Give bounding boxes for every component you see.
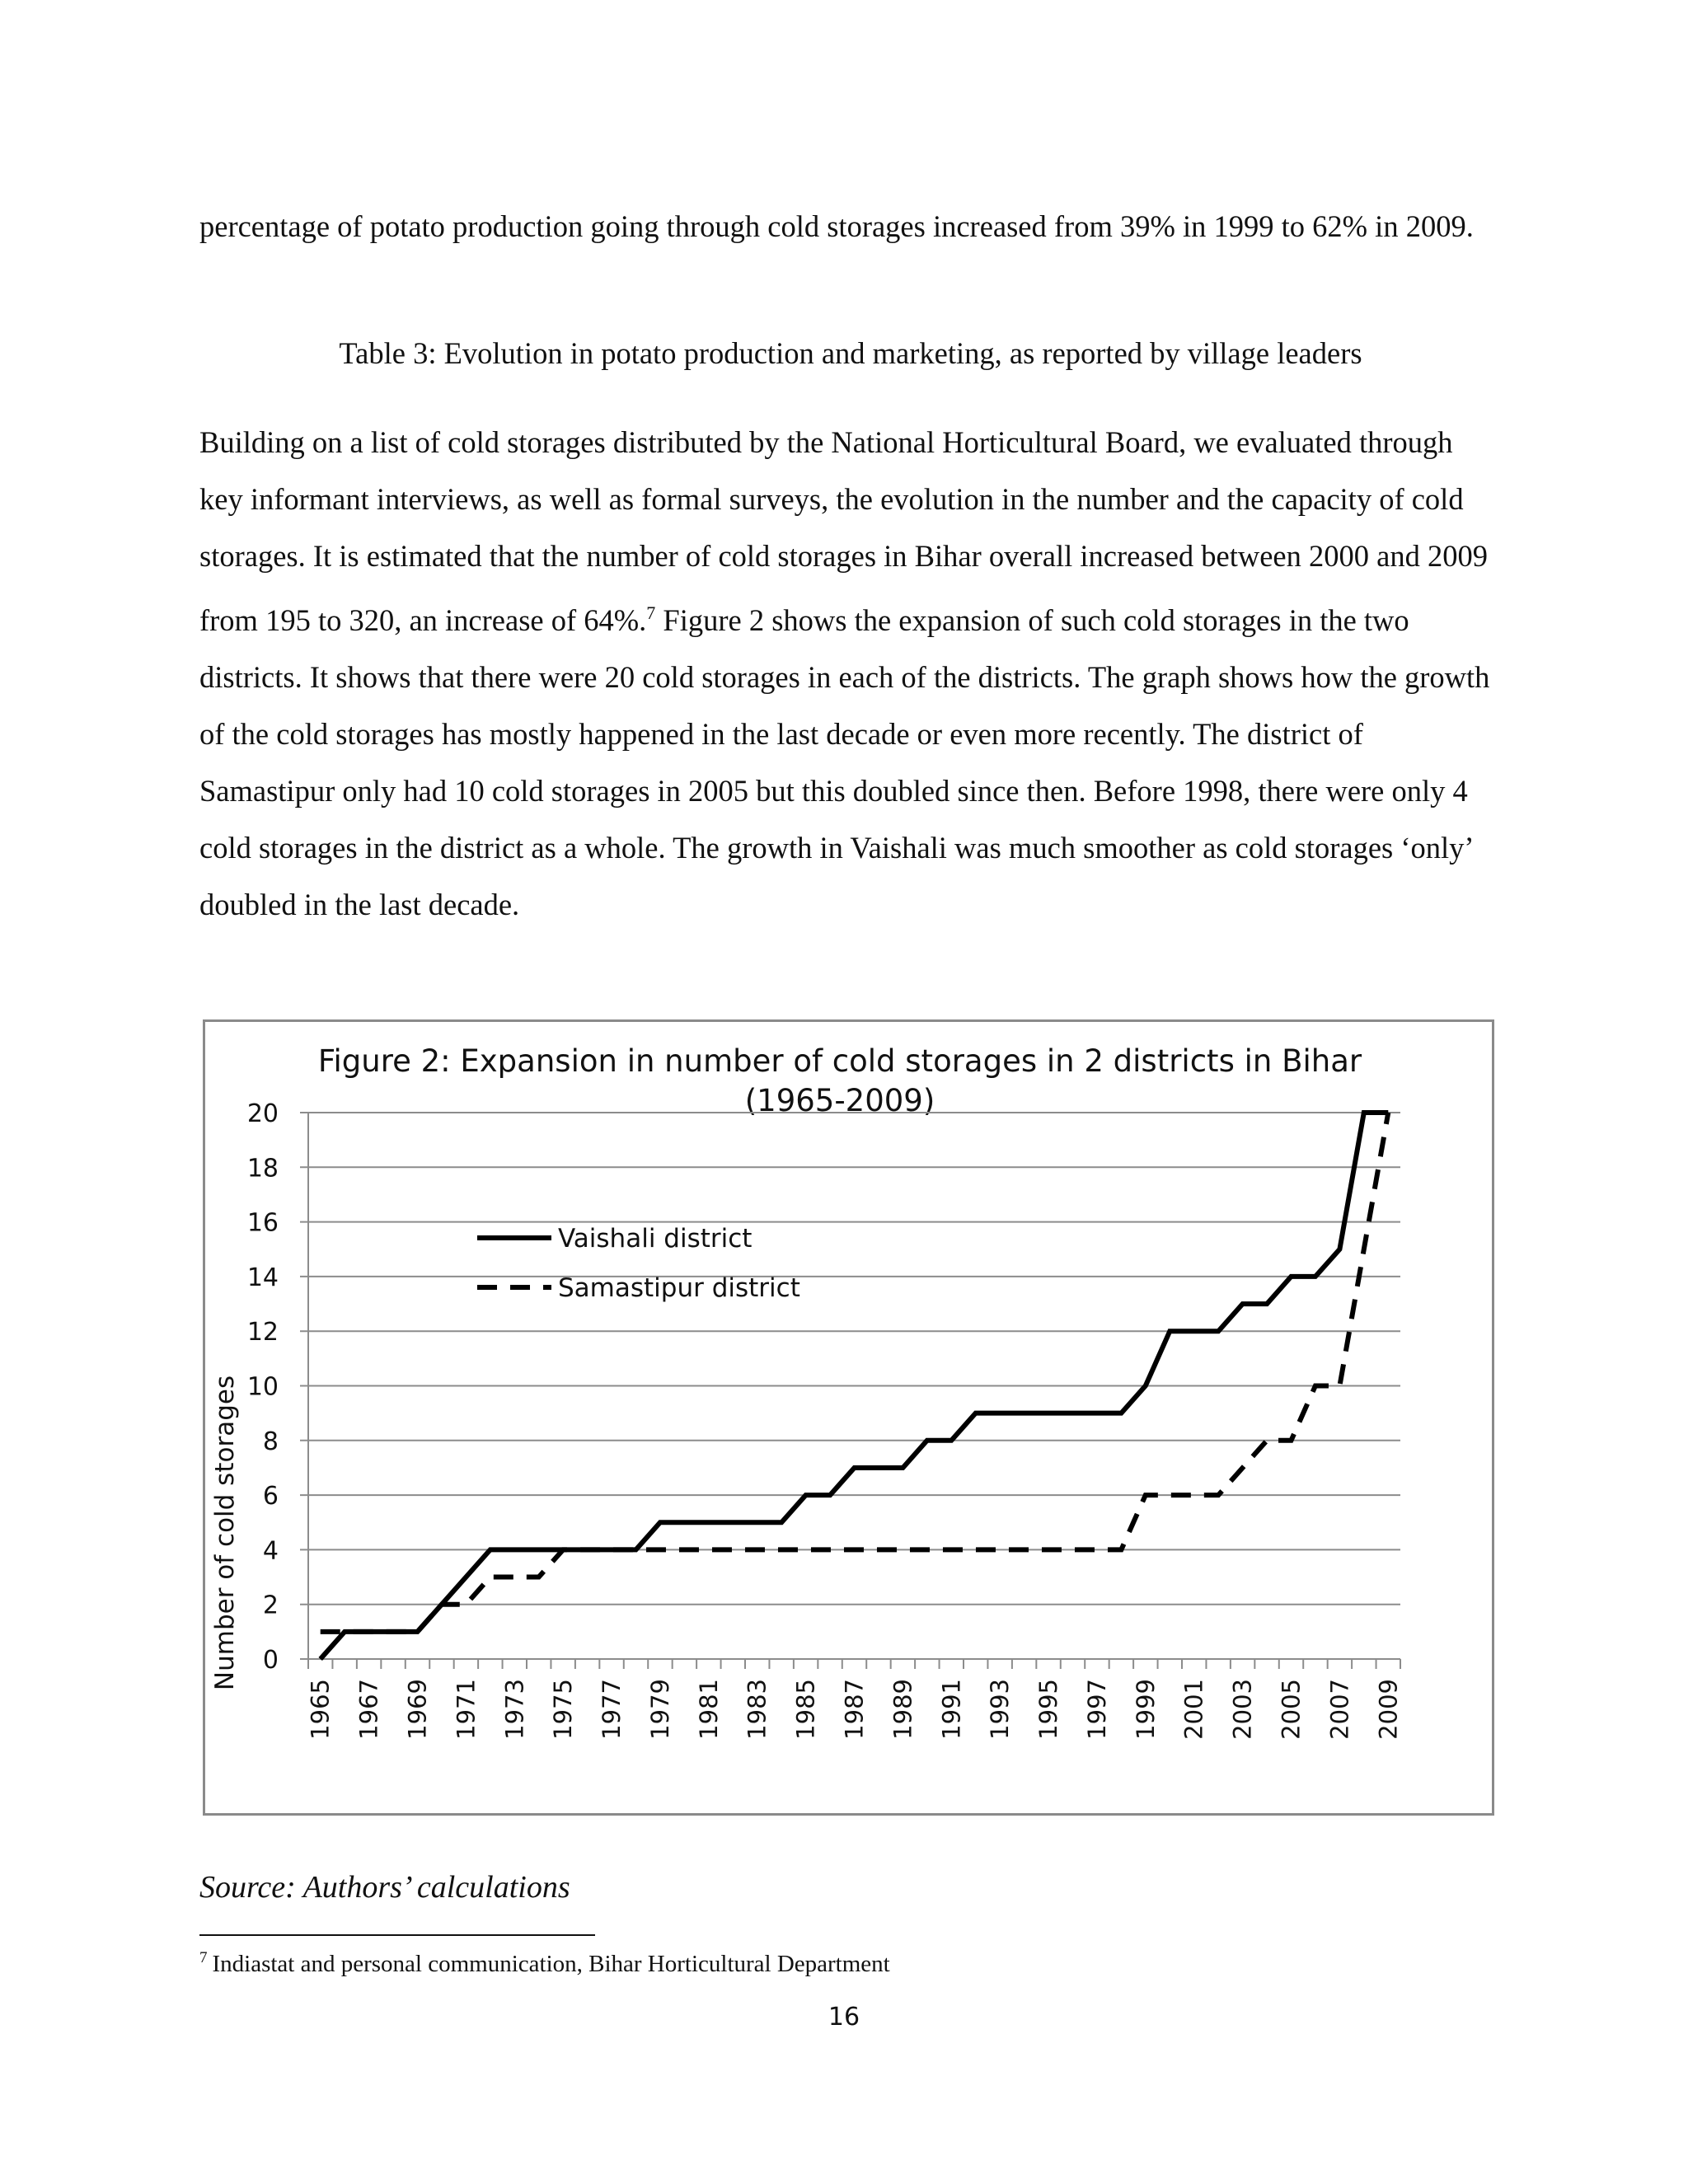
x-tick-label: 1999: [1131, 1679, 1160, 1740]
figure-2-chart: [203, 1019, 1494, 1816]
series-line-samastipur: [321, 1113, 1389, 1632]
y-tick-label: 6: [262, 1482, 279, 1511]
figure-source: Source: Authors’ calculations: [199, 1870, 570, 1905]
x-tick-label: 1973: [500, 1679, 529, 1740]
x-tick-label: 2005: [1277, 1679, 1306, 1740]
footnote-divider: [199, 1934, 595, 1936]
x-tick-label: 1979: [645, 1679, 674, 1740]
legend: [477, 1224, 800, 1303]
x-tick-label: 1975: [549, 1679, 578, 1740]
legend-label: Samastipur district: [558, 1273, 800, 1303]
chart-title-line-2: (1965-2009): [744, 1083, 935, 1118]
footnote: [199, 1949, 890, 1978]
y-tick-label: 14: [246, 1263, 279, 1292]
paragraph-2: [199, 414, 1502, 933]
x-tick-labels: [307, 1679, 1403, 1740]
x-tick-label: 1989: [889, 1679, 917, 1740]
x-tick-label: 1971: [452, 1679, 481, 1740]
x-tick-label: 2009: [1374, 1679, 1403, 1740]
y-tick-label: 2: [262, 1591, 279, 1620]
legend-label: Vaishali district: [558, 1224, 753, 1254]
x-tick-label: 2001: [1179, 1679, 1208, 1740]
paragraph-2-text-b: Figure 2 shows the expansion of such cold storages in the two districts. It shows that there were 20 cold storages in each of the districts. The graph shows how the growth of the cold storages has mostly happened in the last decade or even more recently. The district of Samastipur only had 10 cold storages in 2005 but this doubled since then. Before 1998, there were only 4 cold storages in the district as a whole. The growth in Vaishali was much smoother as cold storages ‘only’ doubled in the last decade.: [199, 603, 1490, 921]
footnote-number: 7: [199, 1949, 208, 1966]
axes: [300, 1113, 1400, 1669]
paragraph-2-text-a: Building on a list of cold storages distributed by the National Horticultural Board, we evaluated through key informant interviews, as well as formal surveys, the evolution in the number and the capacity of cold storages. It is estimated that the number of cold storages in Bihar overall increased between 2000 and 2009 from 195 to 320, an increase of 64%.: [199, 425, 1488, 637]
table-caption: Table 3: Evolution in potato production and marketing, as reported by village leaders: [339, 336, 1362, 370]
y-tick-label: 4: [262, 1536, 279, 1566]
paragraph-1: percentage of potato production going through cold storages increased from 39% in 1999 to 62% in 2009.: [199, 209, 1474, 243]
x-tick-label: 1967: [354, 1679, 383, 1740]
x-tick-label: 1993: [986, 1679, 1015, 1740]
x-tick-label: 1981: [694, 1679, 723, 1740]
y-tick-label: 12: [246, 1318, 279, 1347]
chart-title-line-1: Figure 2: Expansion in number of cold storages in 2 districts in Bihar: [317, 1043, 1362, 1079]
y-tick-label: 10: [246, 1372, 279, 1402]
x-tick-label: 1969: [403, 1679, 432, 1740]
footnote-reference: 7: [646, 602, 656, 623]
y-tick-label: 8: [262, 1427, 279, 1456]
y-tick-labels: [247, 1099, 279, 1675]
x-tick-label: 2007: [1325, 1679, 1354, 1740]
y-tick-label: 20: [246, 1099, 279, 1128]
y-axis-label: Number of cold storages: [210, 1375, 240, 1691]
y-tick-label: 16: [246, 1208, 279, 1238]
x-tick-label: 2003: [1228, 1679, 1257, 1740]
x-tick-label: 1965: [306, 1679, 335, 1740]
y-tick-label: 18: [246, 1154, 279, 1183]
page-number: 16: [828, 2003, 860, 2032]
x-tick-label: 1991: [937, 1679, 966, 1740]
chart-svg: [205, 1022, 1492, 1813]
x-tick-label: 1997: [1082, 1679, 1111, 1740]
y-tick-label: 0: [262, 1646, 279, 1675]
footnote-text: Indiastat and personal communication, Bihar Horticultural Department: [212, 1951, 890, 1977]
gridlines: [300, 1113, 1400, 1605]
x-tick-label: 1983: [743, 1679, 771, 1740]
x-tick-label: 1995: [1034, 1679, 1063, 1740]
x-tick-label: 1987: [840, 1679, 869, 1740]
x-tick-label: 1985: [791, 1679, 820, 1740]
x-tick-label: 1977: [598, 1679, 626, 1740]
